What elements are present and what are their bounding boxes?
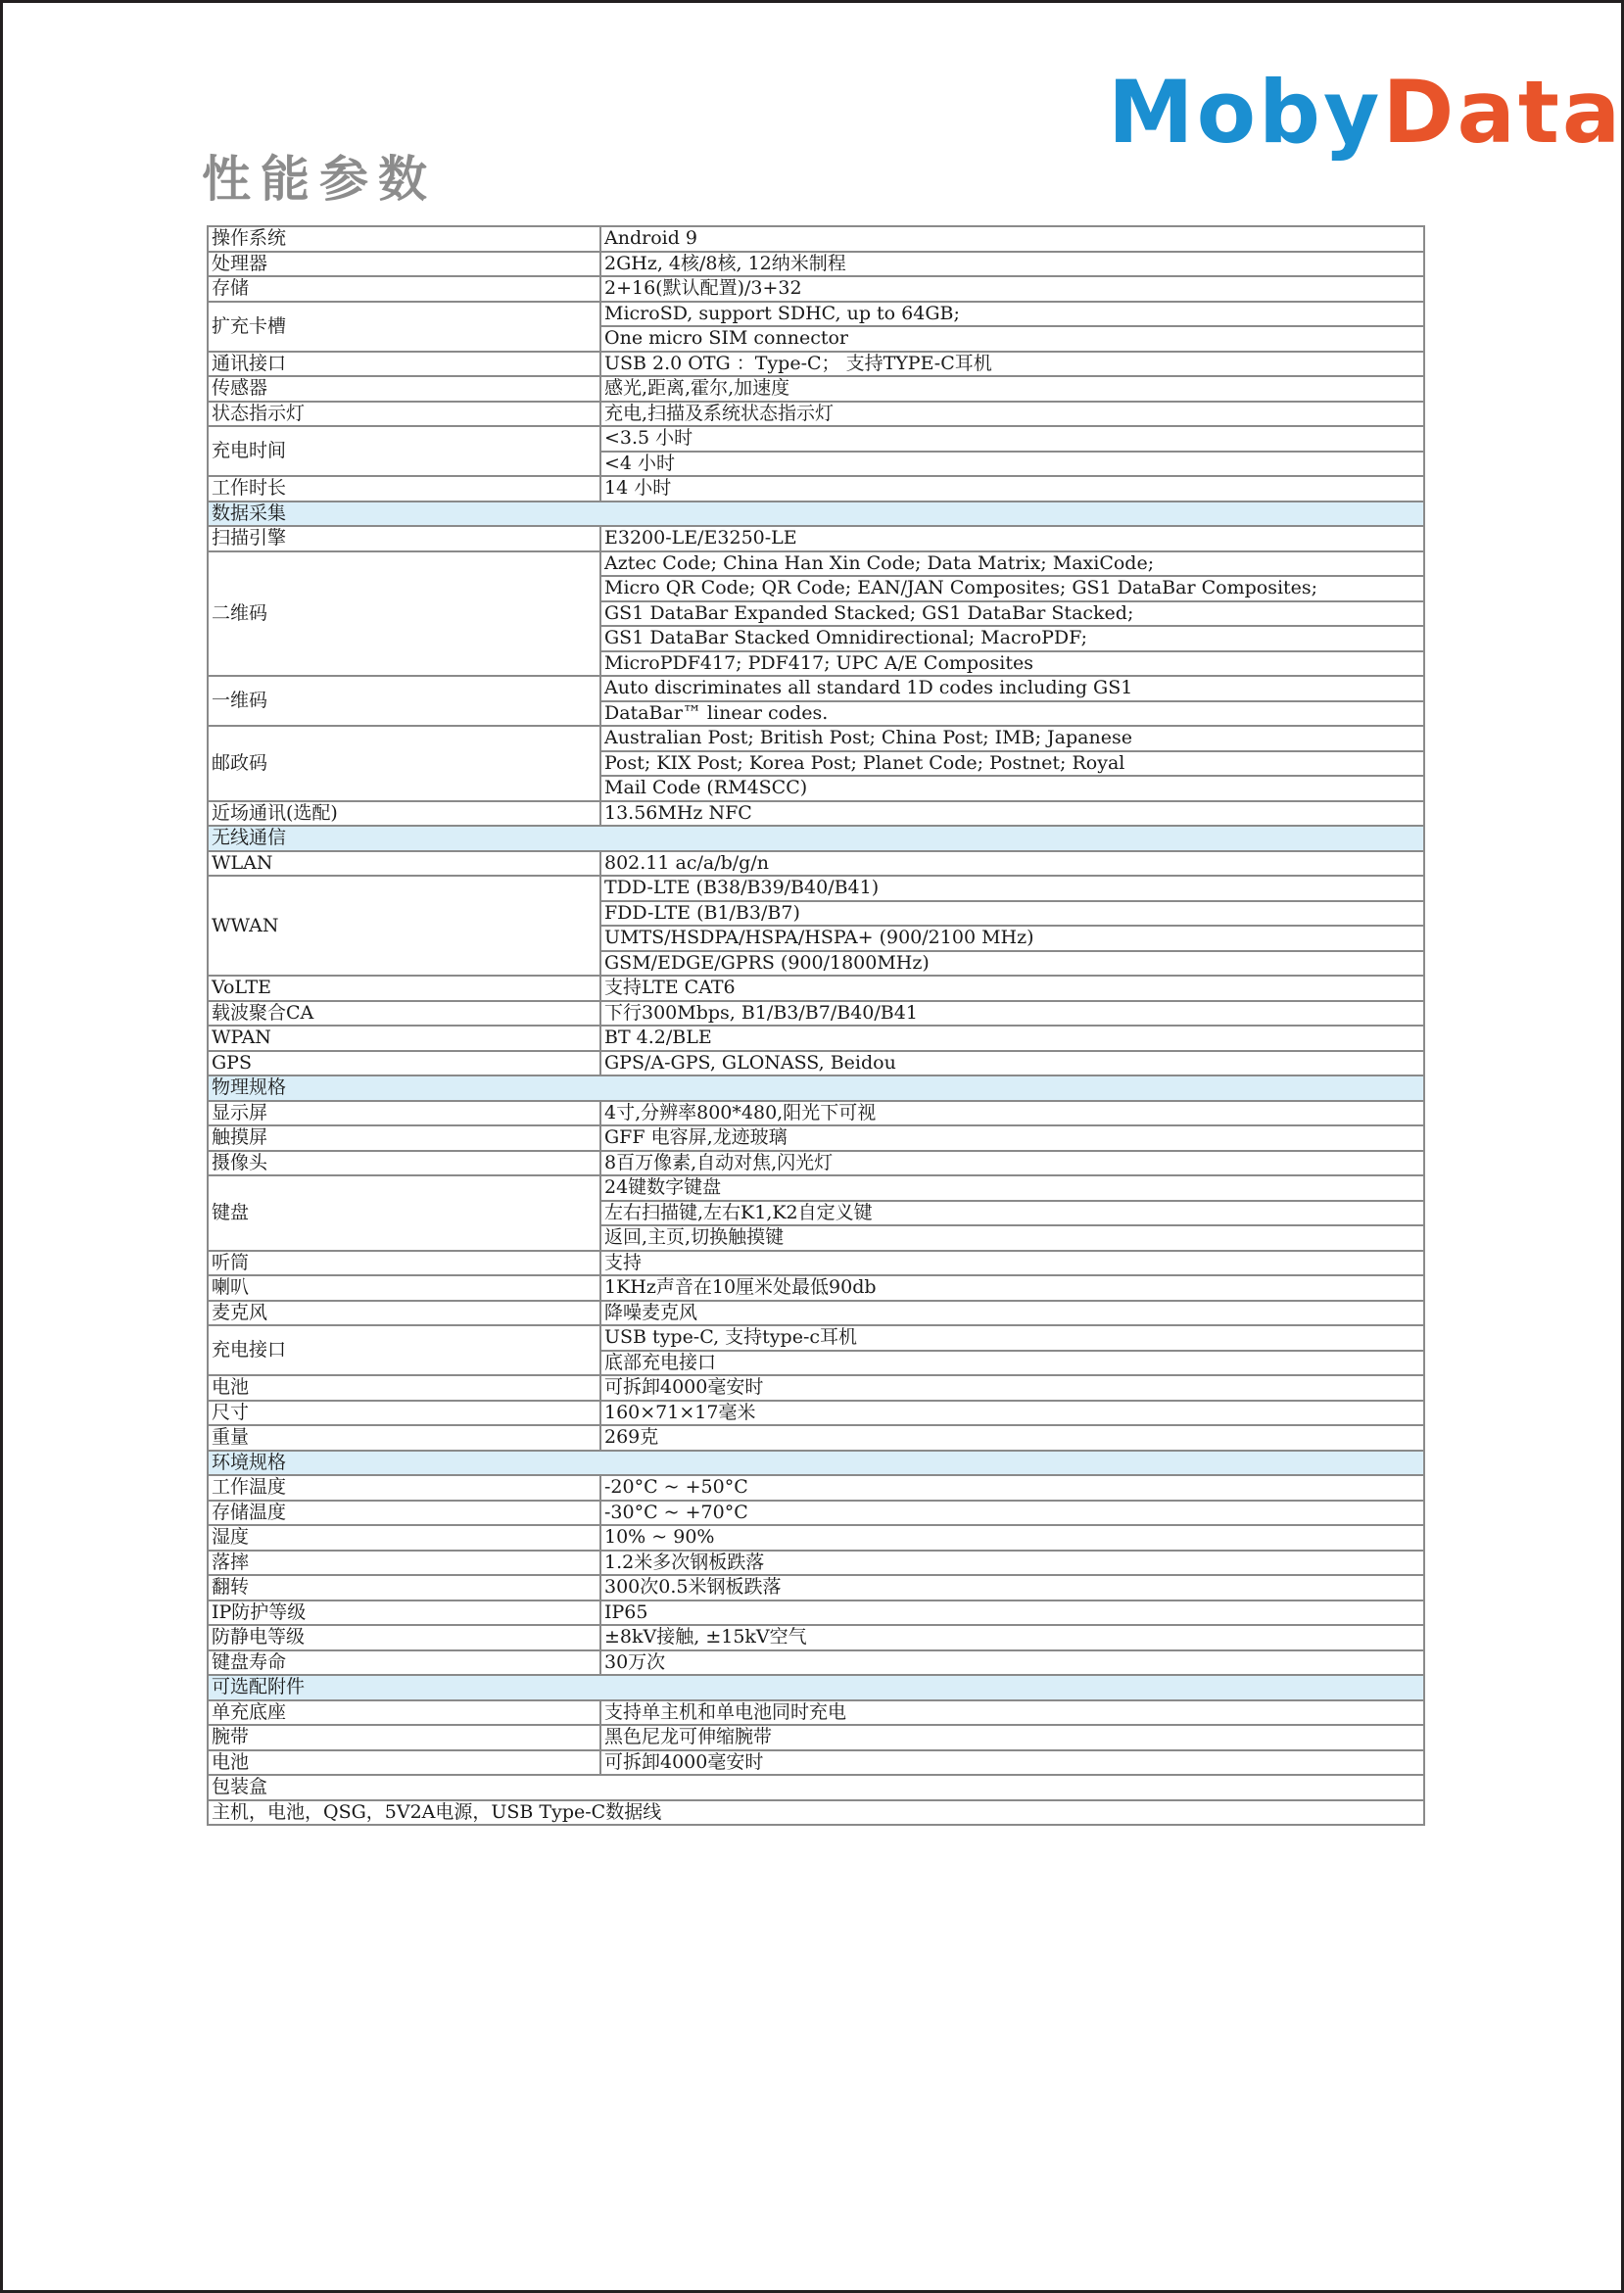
spec-value: 支持 [600,1251,1424,1276]
section-title: 环境规格 [208,1451,1424,1476]
table-row [208,1475,1424,1501]
spec-value: GFF 电容屏,龙迹玻璃 [600,1125,1424,1151]
table-row [208,1325,1424,1351]
spec-value: Micro QR Code; QR Code; EAN/JAN Composites; GS1 DataBar Composites; [600,576,1424,601]
spec-value: One micro SIM connector [600,326,1424,352]
spec-label: 防静电等级 [208,1625,600,1650]
spec-label: 状态指示灯 [208,402,600,427]
spec-label: 电池 [208,1375,600,1401]
spec-label: 充电时间 [208,426,600,476]
spec-label: 近场通讯(选配) [208,801,600,827]
spec-value: 底部充电接口 [600,1351,1424,1376]
spec-label: 扩充卡槽 [208,302,600,352]
spec-label: VoLTE [208,976,600,1001]
spec-value: GPS/A-GPS, GLONASS, Beidou [600,1051,1424,1076]
spec-value: -20°C ~ +50°C [600,1475,1424,1501]
spec-value: 14 小时 [600,476,1424,502]
spec-value: IP65 [600,1600,1424,1626]
section-header-accessories [208,1675,1424,1700]
section-title: 无线通信 [208,826,1424,851]
table-row [208,426,1424,452]
spec-label: WPAN [208,1026,600,1051]
spec-value: 160×71×17毫米 [600,1401,1424,1426]
table-row [208,276,1424,302]
spec-label: 翻转 [208,1575,600,1600]
mobydata-logo [1108,62,1624,163]
spec-value: USB type-C, 支持type-c耳机 [600,1325,1424,1351]
spec-label: 落摔 [208,1551,600,1576]
table-row [208,1800,1424,1826]
spec-value: Post; KIX Post; Korea Post; Planet Code; Postnet; Royal [600,751,1424,777]
table-row [208,1575,1424,1600]
spec-value: GSM/EDGE/GPRS (900/1800MHz) [600,951,1424,977]
spec-label: 腕带 [208,1725,600,1750]
spec-label: 操作系统 [208,226,600,252]
table-row [208,1551,1424,1576]
spec-value: 300次0.5米钢板跌落 [600,1575,1424,1600]
spec-value: 24键数字键盘 [600,1175,1424,1201]
spec-label: WLAN [208,851,600,877]
spec-label: 存储 [208,276,600,302]
spec-label: 尺寸 [208,1401,600,1426]
table-row [208,226,1424,252]
table-row [208,1251,1424,1276]
spec-label: 传感器 [208,376,600,402]
spec-label: 显示屏 [208,1101,600,1126]
spec-value: MicroSD, support SDHC, up to 64GB; [600,302,1424,327]
table-row [208,1301,1424,1326]
section-title: 物理规格 [208,1075,1424,1101]
spec-value: <4 小时 [600,452,1424,477]
spec-label: 摄像头 [208,1151,600,1176]
spec-label: 邮政码 [208,726,600,801]
spec-label: 工作时长 [208,476,600,502]
table-row [208,1650,1424,1676]
spec-value: 支持LTE CAT6 [600,976,1424,1001]
spec-value: 返回,主页,切换触摸键 [600,1225,1424,1251]
spec-value: 1.2米多次钢板跌落 [600,1551,1424,1576]
spec-value: 下行300Mbps, B1/B3/B7/B40/B41 [600,1001,1424,1027]
spec-value: E3200-LE/E3250-LE [600,526,1424,551]
page-title: 性能参数 [202,151,437,208]
spec-value: 8百万像素,自动对焦,闪光灯 [600,1151,1424,1176]
spec-label: 一维码 [208,676,600,726]
spec-value: 1KHz声音在10厘米处最低90db [600,1275,1424,1301]
table-row [208,352,1424,377]
table-row [208,302,1424,327]
spec-value: 充电,扫描及系统状态指示灯 [600,402,1424,427]
table-row [208,1026,1424,1051]
table-row [208,1125,1424,1151]
logo-data-text: Data [1382,62,1624,163]
spec-label: 麦克风 [208,1301,600,1326]
spec-value: 10% ~ 90% [600,1525,1424,1551]
spec-value: TDD-LTE (B38/B39/B40/B41) [600,876,1424,901]
spec-value: FDD-LTE (B1/B3/B7) [600,901,1424,927]
table-row [208,1151,1424,1176]
spec-label: 键盘 [208,1175,600,1251]
spec-value: <3.5 小时 [600,426,1424,452]
spec-value: 降噪麦克风 [600,1301,1424,1326]
spec-value: -30°C ~ +70°C [600,1501,1424,1526]
spec-value: Australian Post; British Post; China Post; IMB; Japanese [600,726,1424,751]
spec-label: GPS [208,1051,600,1076]
spec-value: 13.56MHz NFC [600,801,1424,827]
table-row [208,876,1424,901]
spec-label: WWAN [208,876,600,976]
spec-label: 键盘寿命 [208,1650,600,1676]
table-row [208,726,1424,751]
spec-label: 处理器 [208,252,600,277]
table-row [208,551,1424,577]
spec-value: BT 4.2/BLE [600,1026,1424,1051]
spec-label: 听筒 [208,1251,600,1276]
spec-value: 可拆卸4000毫安时 [600,1750,1424,1776]
spec-value: Mail Code (RM4SCC) [600,776,1424,801]
table-row [208,1425,1424,1451]
spec-label: 通讯接口 [208,352,600,377]
spec-label: 扫描引擎 [208,526,600,551]
spec-value: 2GHz, 4核/8核, 12纳米制程 [600,252,1424,277]
table-row [208,976,1424,1001]
spec-value: 左右扫描键,左右K1,K2自定义键 [600,1201,1424,1226]
table-row [208,1600,1424,1626]
spec-table [207,225,1425,1826]
table-row [208,252,1424,277]
table-row [208,676,1424,701]
table-row [208,376,1424,402]
table-row [208,1725,1424,1750]
spec-value: DataBar™ linear codes. [600,701,1424,727]
section-header-physical [208,1075,1424,1101]
spec-value: 支持单主机和单电池同时充电 [600,1700,1424,1726]
spec-label: 载波聚合CA [208,1001,600,1027]
table-row [208,1175,1424,1201]
spec-value: 30万次 [600,1650,1424,1676]
table-row [208,1051,1424,1076]
table-row [208,801,1424,827]
table-row [208,1501,1424,1526]
section-header-wireless [208,826,1424,851]
spec-value: 2+16(默认配置)/3+32 [600,276,1424,302]
package-label: 包装盒 [208,1775,1424,1800]
table-row [208,1275,1424,1301]
spec-value: 黑色尼龙可伸缩腕带 [600,1725,1424,1750]
spec-value: 802.11 ac/a/b/g/n [600,851,1424,877]
spec-value: 269克 [600,1425,1424,1451]
spec-label: 单充底座 [208,1700,600,1726]
logo-moby-text: Moby [1108,62,1383,163]
spec-value: GS1 DataBar Stacked Omnidirectional; MacroPDF; [600,626,1424,651]
section-title: 可选配附件 [208,1675,1424,1700]
spec-value: Android 9 [600,226,1424,252]
table-row [208,851,1424,877]
spec-value: MicroPDF417; PDF417; UPC A/E Composites [600,651,1424,677]
table-row [208,1525,1424,1551]
table-row [208,1001,1424,1027]
table-row [208,1101,1424,1126]
spec-label: 二维码 [208,551,600,677]
table-row [208,402,1424,427]
spec-value: 4寸,分辨率800*480,阳光下可视 [600,1101,1424,1126]
spec-value: USB 2.0 OTG ：Type-C； 支持TYPE-C耳机 [600,352,1424,377]
table-row [208,1750,1424,1776]
spec-label: 喇叭 [208,1275,600,1301]
section-title: 数据采集 [208,502,1424,527]
spec-value: 感光,距离,霍尔,加速度 [600,376,1424,402]
table-row [208,1775,1424,1800]
spec-label: 存储温度 [208,1501,600,1526]
table-row [208,1375,1424,1401]
spec-label: 重量 [208,1425,600,1451]
table-row [208,1401,1424,1426]
table-row [208,476,1424,502]
spec-value: GS1 DataBar Expanded Stacked; GS1 DataBar Stacked; [600,601,1424,627]
spec-label: 工作温度 [208,1475,600,1501]
section-header-data-capture [208,502,1424,527]
spec-value: Aztec Code; China Han Xin Code; Data Matrix; MaxiCode; [600,551,1424,577]
spec-value: 可拆卸4000毫安时 [600,1375,1424,1401]
spec-label: 触摸屏 [208,1125,600,1151]
spec-label: 湿度 [208,1525,600,1551]
table-row [208,526,1424,551]
spec-label: 电池 [208,1750,600,1776]
table-row [208,1700,1424,1726]
spec-label: IP防护等级 [208,1600,600,1626]
spec-value: ±8kV接触, ±15kV空气 [600,1625,1424,1650]
package-contents: 主机，电池，QSG，5V2A电源，USB Type-C数据线 [208,1800,1424,1826]
section-header-environment [208,1451,1424,1476]
table-row [208,1625,1424,1650]
spec-label: 充电接口 [208,1325,600,1375]
spec-value: UMTS/HSDPA/HSPA/HSPA+ (900/2100 MHz) [600,926,1424,951]
spec-value: Auto discriminates all standard 1D codes including GS1 [600,676,1424,701]
